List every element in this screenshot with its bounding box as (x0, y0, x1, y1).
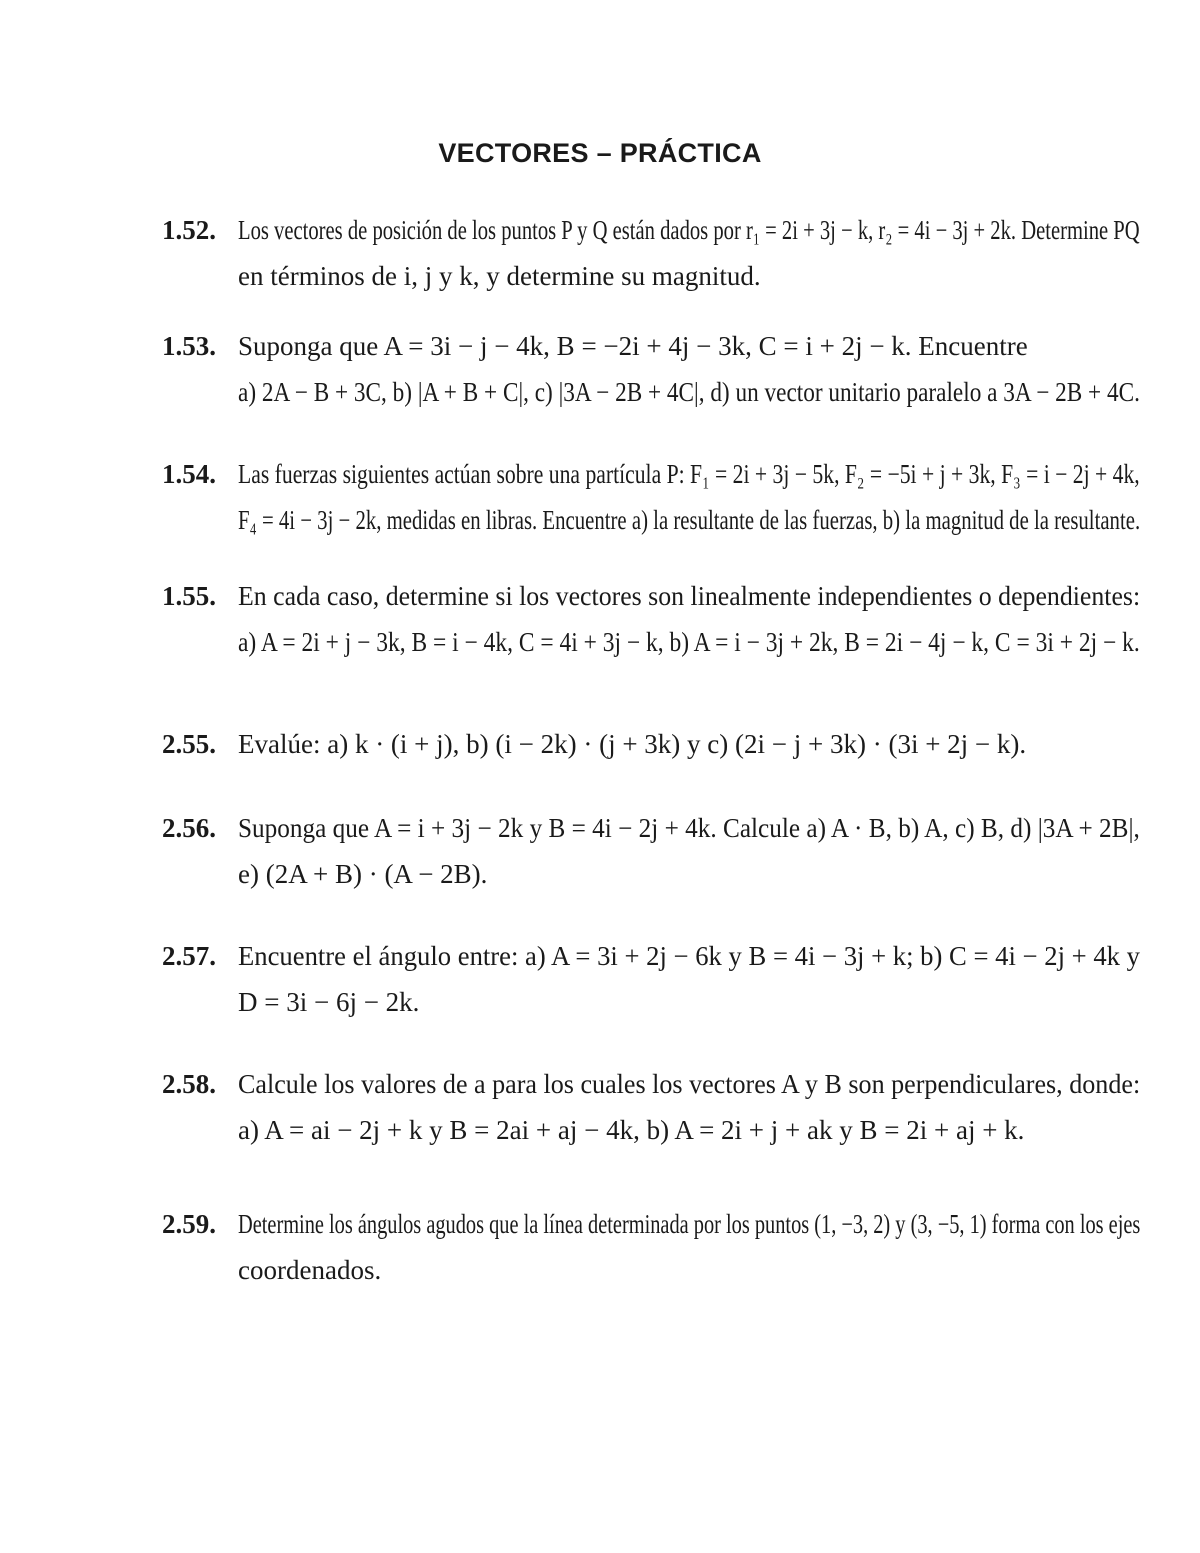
problem-text-line: Los vectores de posición de los puntos P y Q están dados por r₁ = 2i + 3j − k, r₂ = 4i − 3j + 2k. Determine PQ (238, 215, 1140, 245)
problem-number: 1.53. (162, 331, 216, 361)
problem-text-line: a) A = 2i + j − 3k, B = i − 4k, C = 4i + 3j − k, b) A = i − 3j + 2k, B = 2i − 4j − k, C = 3i + 2j − k. (238, 627, 1140, 657)
problem-text-line: Suponga que A = i + 3j − 2k y B = 4i − 2j + 4k. Calcule a) A · B, b) A, c) B, d) |3A + 2B|, (238, 813, 1140, 843)
problem-text-line: Determine los ángulos agudos que la línea determinada por los puntos (1, −3, 2) y (3, −5, 1) forma con los ejes (238, 1209, 1141, 1239)
problem-text-line: Calcule los valores de a para los cuales los vectores A y B son perpendiculares, donde: (238, 1069, 1141, 1099)
problem-number: 1.55. (162, 581, 216, 611)
problem-number: 1.52. (162, 215, 216, 245)
problem-text-line: a) 2A − B + 3C, b) |A + B + C|, c) |3A − 2B + 4C|, d) un vector unitario paralelo a 3A − 2B + 4C. (238, 377, 1140, 407)
problem-number: 2.56. (162, 813, 216, 843)
problem-number: 2.55. (162, 729, 216, 759)
problem-text-line: e) (2A + B) · (A − 2B). (238, 859, 488, 889)
problem-number: 2.58. (162, 1069, 216, 1099)
page-title: VECTORES – PRÁCTICA (438, 138, 762, 168)
problem-text-line: a) A = ai − 2j + k y B = 2ai + aj − 4k, b) A = 2i + j + ak y B = 2i + aj + k. (238, 1115, 1025, 1145)
problem-text-line: en términos de i, j y k, y determine su magnitud. (238, 261, 761, 291)
problem-number: 2.57. (162, 941, 216, 971)
problem-text-line: D = 3i − 6j − 2k. (238, 987, 420, 1017)
problem-number: 1.54. (162, 459, 216, 489)
problem-text-line: coordenados. (238, 1255, 382, 1285)
problem-text-line: En cada caso, determine si los vectores son linealmente independientes o dependientes: (238, 581, 1141, 611)
problem-number: 2.59. (162, 1209, 216, 1239)
problem-text-line: Las fuerzas siguientes actúan sobre una partícula P: F₁ = 2i + 3j − 5k, F₂ = −5i + j + 3k, F₃ = i − 2j + 4k, (238, 459, 1140, 489)
problem-text-line: F₄ = 4i − 3j − 2k, medidas en libras. Encuentre a) la resultante de las fuerzas, b) la magnitud de la resultante. (238, 505, 1141, 535)
problem-text-line: Encuentre el ángulo entre: a) A = 3i + 2j − 6k y B = 4i − 3j + k; b) C = 4i − 2j + 4k y (238, 941, 1140, 971)
problem-text-line: Suponga que A = 3i − j − 4k, B = −2i + 4j − 3k, C = i + 2j − k. Encuentre (238, 331, 1028, 361)
problem-text-line: Evalúe: a) k · (i + j), b) (i − 2k) · (j + 3k) y c) (2i − j + 3k) · (3i + 2j − k). (238, 729, 1027, 759)
